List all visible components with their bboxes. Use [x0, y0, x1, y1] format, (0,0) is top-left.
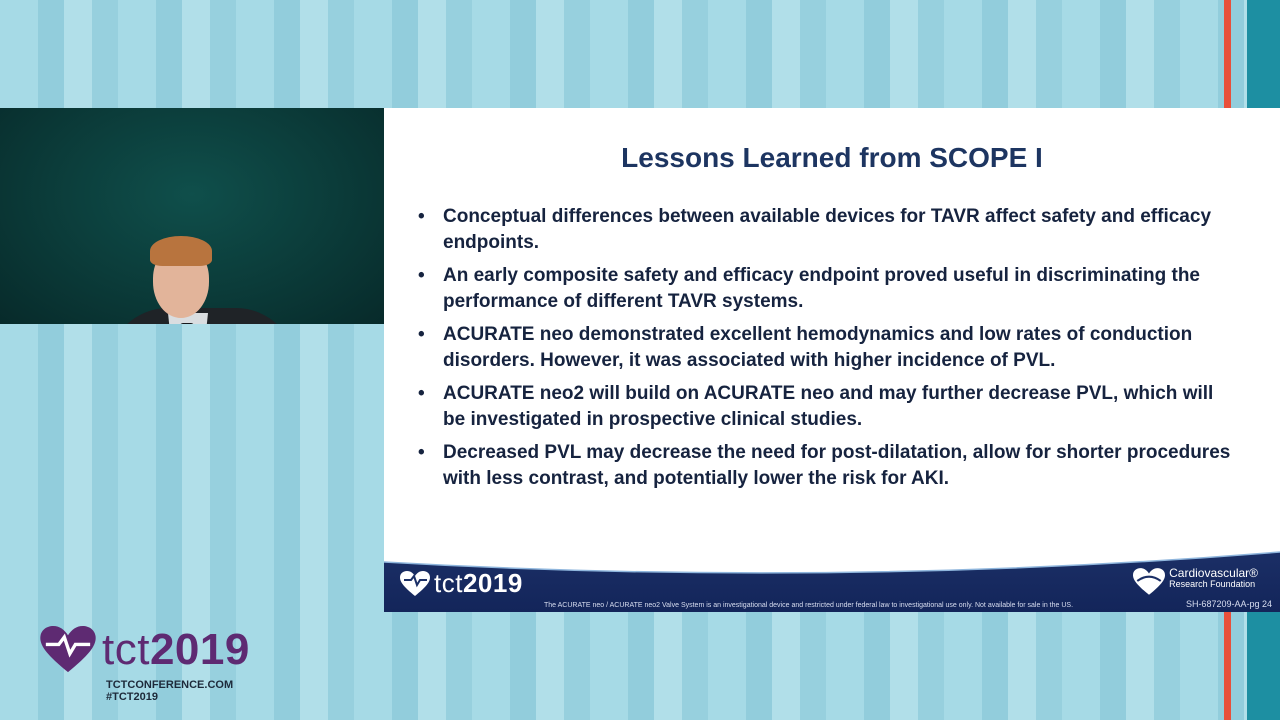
slide-footer — [384, 550, 1280, 612]
speaker-video[interactable] — [0, 108, 384, 324]
bullet-list — [416, 204, 1236, 499]
presentation-slide — [384, 108, 1280, 612]
conference-url: TCTCONFERENCE.COM — [106, 679, 234, 691]
conference-logo-year: 2019 — [149, 625, 250, 674]
speaker-hair — [150, 236, 212, 266]
tct-slide-logo — [400, 568, 523, 599]
bullet-item: • Conceptual differences between available devices for TAVR affect safety and efficacy endpoints. — [416, 204, 1236, 255]
speaker-tie — [180, 323, 194, 324]
tct-logo-text: tct — [434, 568, 463, 598]
bullet-item: • Decreased PVL may decrease the need for post-dilatation, allow for shorter procedures with less contrast, and potentially lower the risk for AKI. — [416, 440, 1236, 491]
crf-subtitle: Research Foundation — [1169, 579, 1256, 589]
bullet-item: • An early composite safety and efficacy endpoint proved useful in discriminating the performance of different TAVR systems. — [416, 263, 1236, 314]
disclaimer: The ACURATE neo / ACURATE neo2 Valve System is an investigational device and restricted under federal law to investigational use only. Not available for sale in the US. — [544, 602, 1074, 609]
bullet-item: • ACURATE neo demonstrated excellent hemodynamics and low rates of conduction disorders. However, it was associated with higher incidence of PVL. — [416, 322, 1236, 373]
crf-logo — [1133, 568, 1258, 596]
tct-logo-year: 2019 — [462, 568, 523, 598]
slide-title: Lessons Learned from SCOPE I — [621, 142, 1043, 173]
conference-logo — [40, 626, 250, 674]
crf-name: Cardiovascular® — [1169, 566, 1258, 580]
conference-logo-text: tct — [102, 625, 150, 674]
crf-heart-icon — [1133, 568, 1165, 596]
page-code: SH-687209-AA-pg 24 — [1185, 599, 1272, 609]
conference-heart-icon — [40, 626, 96, 674]
bullet-item: • ACURATE neo2 will build on ACURATE neo and may further decrease PVL, which will be investigated in prospective clinical studies. — [416, 381, 1236, 432]
heart-logo-icon — [400, 571, 430, 597]
conference-hashtag: #TCT2019 — [106, 691, 158, 703]
